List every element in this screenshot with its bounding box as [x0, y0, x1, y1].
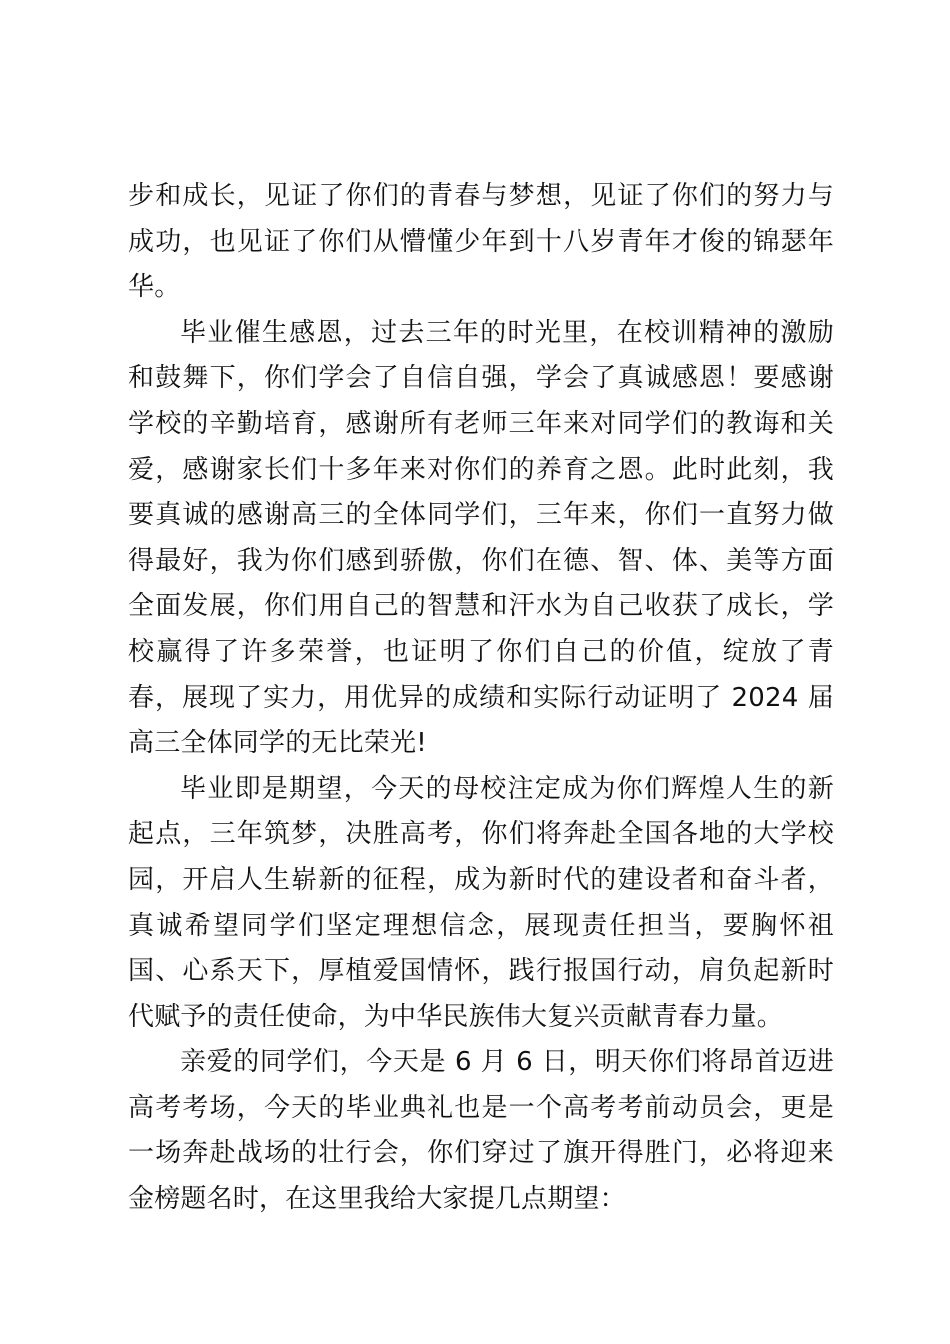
paragraph-4: 亲爱的同学们，今天是 6 月 6 日，明天你们将昂首迈进高考考场，今天的毕业典礼也是一个高考考前动员会，更是一场奔赴战场的壮行会，你们穿过了旗开得胜门，必将迎来金榜题名时，在这里我给大家提几点期望：: [128, 1047, 834, 1215]
document-body: [128, 174, 834, 1223]
paragraph-2: 毕业催生感恩，过去三年的时光里，在校训精神的激励和鼓舞下，你们学会了自信自强，学会了真诚感恩！要感谢学校的辛勤培育，感谢所有老师三年来对同学们的教诲和关爱，感谢家长们十多年来对你们的养育之恩。此时此刻，我要真诚的感谢高三的全体同学们，三年来，你们一直努力做得最好，我为你们感到骄傲，你们在德、智、体、美等方面全面发展，你们用自己的智慧和汗水为自己收获了成长，学校赢得了许多荣誉，也证明了你们自己的价值，绽放了青春，展现了实力，用优异的成绩和实际行动证明了 2024 届高三全体同学的无比荣光!: [128, 317, 834, 759]
paragraph-3: 毕业即是期望，今天的母校注定成为你们辉煌人生的新起点，三年筑梦，决胜高考，你们将奔赴全国各地的大学校园，开启人生崭新的征程，成为新时代的建设者和奋斗者，真诚希望同学们坚定理想信念，展现责任担当，要胸怀祖国、心系天下，厚植爱国情怀，践行报国行动，肩负起新时代赋予的责任使命，为中华民族伟大复兴贡献青春力量。: [128, 773, 834, 1032]
paragraph-1: 步和成长，见证了你们的青春与梦想，见证了你们的努力与成功，也见证了你们从懵懂少年到十八岁青年才俊的锦瑟年华。: [128, 181, 834, 303]
